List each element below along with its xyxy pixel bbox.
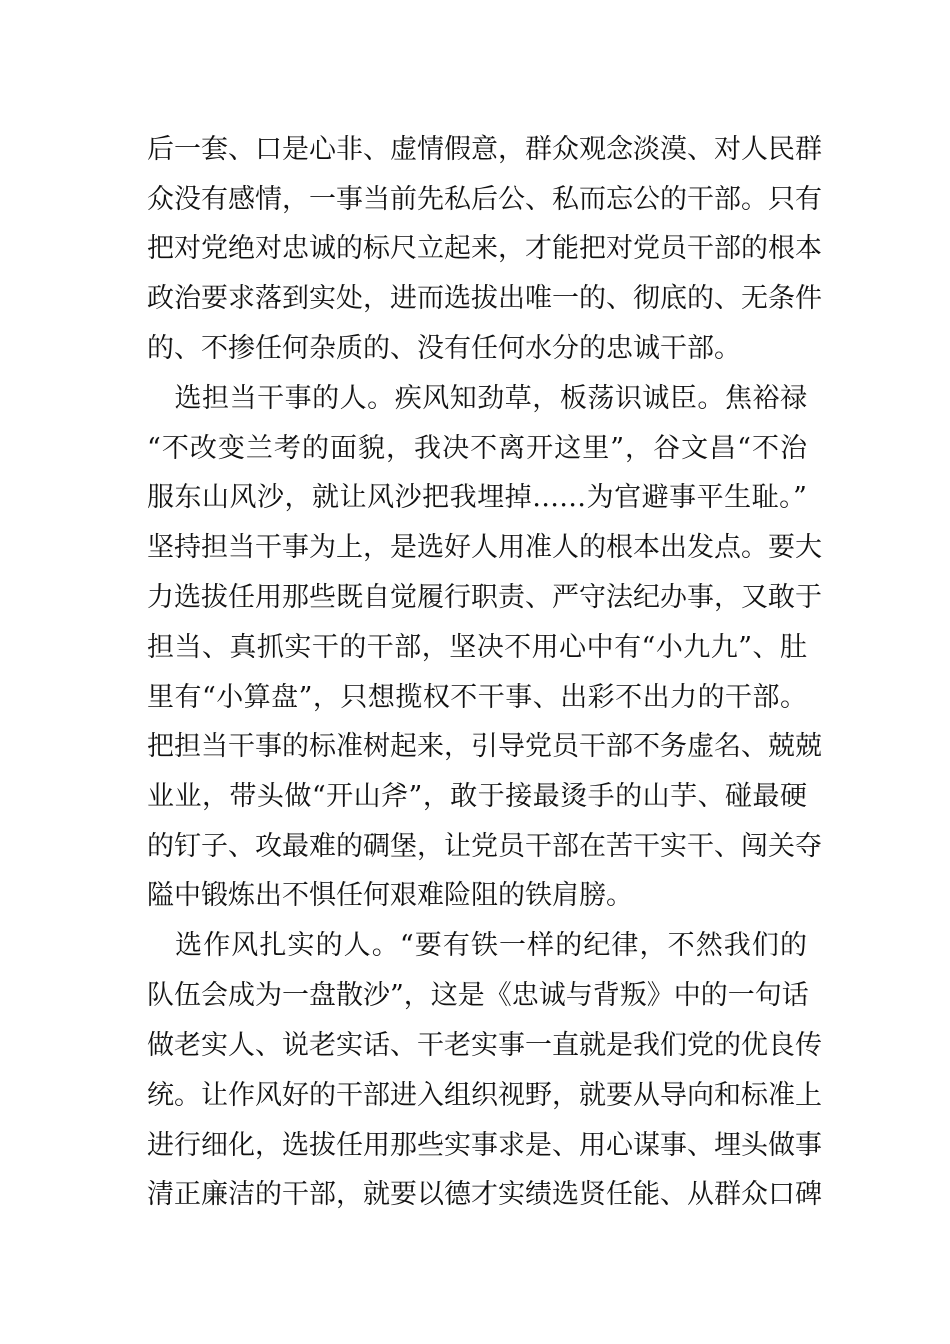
- text-line: 把担当干事的标准树起来，引导党员干部不务虚名、兢兢: [147, 731, 822, 762]
- text-line: 进行细化，选拔任用那些实事求是、用心谋事、埋头做事: [147, 1130, 822, 1161]
- text-line: 坚持担当干事为上，是选好人用准人的根本出发点。要大: [147, 532, 822, 563]
- text-line: 后一套、口是心非、虚情假意，群众观念淡漠、对人民群: [147, 134, 822, 165]
- text-line: 队伍会成为一盘散沙”，这是《忠诚与背叛》中的一句话: [147, 980, 809, 1011]
- text-line: 众没有感情，一事当前先私后公、私而忘公的干部。只有: [147, 184, 822, 215]
- text-line: 清正廉洁的干部，就要以德才实绩选贤任能、从群众口碑: [147, 1179, 822, 1210]
- text-line: 统。让作风好的干部进入组织视野，就要从导向和标准上: [147, 1080, 822, 1111]
- text-line: 担当、真抓实干的干部，坚决不用心中有“小九九”、肚: [147, 632, 807, 663]
- text-line: “不改变兰考的面貌，我决不离开这里”，谷文昌“不治: [147, 433, 807, 464]
- text-line: 做老实人、说老实话、干老实事一直就是我们党的优良传: [147, 1030, 822, 1061]
- text-line: 里有“小算盘”，只想揽权不干事、出彩不出力的干部。: [147, 682, 807, 713]
- text-line: 的钉子、攻最难的碉堡，让党员干部在苦干实干、闯关夺: [147, 831, 822, 862]
- paragraph-start-line: 选担当干事的人。疾风知劲草，板荡识诚臣。焦裕禄: [147, 383, 807, 414]
- text-line: 的、不掺任何杂质的、没有任何水分的忠诚干部。: [147, 333, 741, 364]
- paragraph-start-line: 选作风扎实的人。“要有铁一样的纪律，不然我们的: [147, 930, 807, 961]
- text-line: 把对党绝对忠诚的标尺立起来，才能把对党员干部的根本: [147, 233, 822, 264]
- text-line: 业业，带头做“开山斧”，敢于接最烫手的山芋、碰最硬: [147, 781, 807, 812]
- text-line: 服东山风沙，就让风沙把我埋掉……为官避事平生耻。”: [147, 482, 807, 513]
- text-line: 隘中锻炼出不惧任何艰难险阻的铁肩膀。: [147, 880, 633, 911]
- text-line: 力选拔任用那些既自觉履行职责、严守法纪办事，又敢于: [147, 582, 822, 613]
- text-line: 政治要求落到实处，进而选拔出唯一的、彻底的、无条件: [147, 283, 822, 314]
